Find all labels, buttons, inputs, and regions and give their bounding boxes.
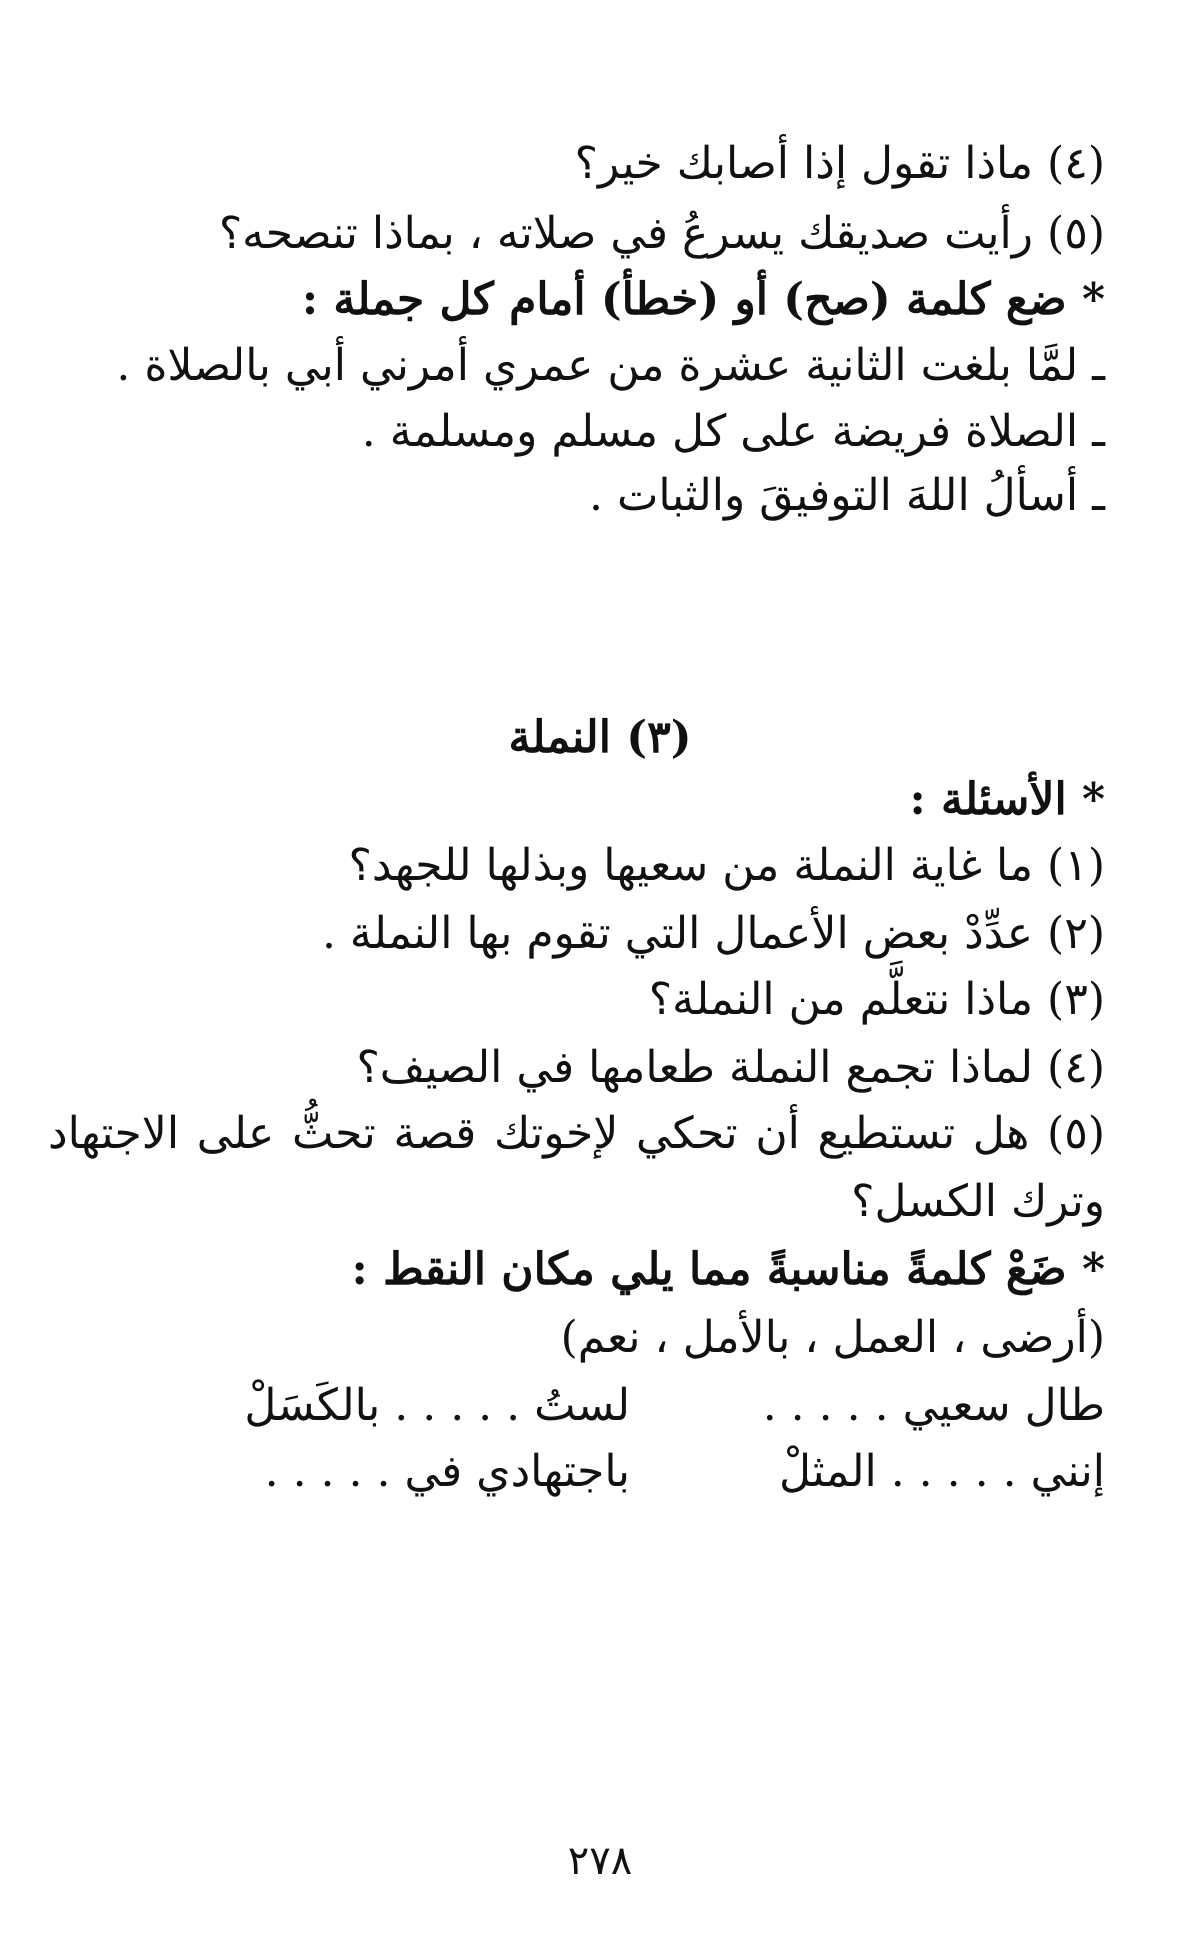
statement-1: ـ لمَّا بلغت الثانية عشرة من عمري أمرني أبي بالصلاة . bbox=[116, 340, 1105, 391]
lesson-question-1: (١) ما غاية النملة من سعيها وبذلها للجهد؟ bbox=[348, 840, 1105, 891]
lesson-question-2: (٢) عدِّدْ بعض الأعمال التي تقوم بها النملة . bbox=[321, 908, 1105, 959]
verse-2-left: باجتهادي في . . . . . bbox=[264, 1446, 630, 1497]
statement-3: ـ أسألُ اللهَ التوفيقَ والثبات . bbox=[589, 470, 1105, 521]
question-4: (٤) ماذا تقول إذا أصابك خير؟ bbox=[574, 138, 1105, 189]
verse-1-left: لستُ . . . . . بالكَسَلْ bbox=[244, 1380, 630, 1431]
verse-2-right: إنني . . . . . المثلْ bbox=[779, 1446, 1105, 1497]
statement-2: ـ الصلاة فريضة على كل مسلم ومسلمة . bbox=[361, 406, 1105, 457]
page-number: ٢٧٨ bbox=[567, 1838, 633, 1884]
lesson-question-3: (٣) ماذا نتعلَّم من النملة؟ bbox=[648, 974, 1105, 1025]
lesson-question-4: (٤) لماذا تجمع النملة طعامها في الصيف؟ bbox=[356, 1042, 1105, 1093]
word-bank: (أرضى ، العمل ، بالأمل ، نعم) bbox=[560, 1312, 1105, 1363]
verse-1-right: طال سعيي . . . . . bbox=[762, 1380, 1105, 1431]
question-5: (٥) رأيت صديقك يسرعُ في صلاته ، بماذا تنصحه؟ bbox=[218, 208, 1105, 259]
lesson-title: (٣) النملة bbox=[508, 712, 692, 763]
true-false-heading: * ضع كلمة (صح) أو (خطأ) أمام كل جملة : bbox=[301, 274, 1105, 325]
questions-heading: * الأسئلة : bbox=[909, 774, 1105, 825]
fill-blanks-heading: * ضَعْ كلمةً مناسبةً مما يلي مكان النقط : bbox=[351, 1244, 1105, 1295]
lesson-question-5-continued: وترك الكسل؟ bbox=[851, 1176, 1105, 1227]
lesson-question-5: (٥) هل تستطيع أن تحكي لإخوتك قصة تحثُّ على الاجتهاد bbox=[48, 1108, 1105, 1159]
